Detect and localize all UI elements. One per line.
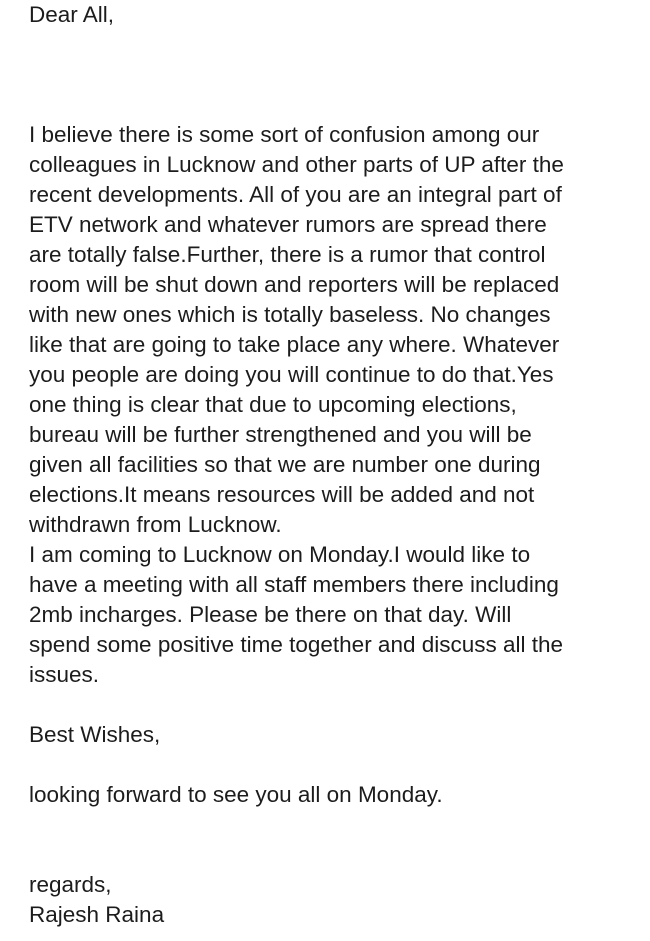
paragraph-line: elections.It means resources will be added and not bbox=[29, 482, 535, 507]
paragraph-meeting bbox=[29, 540, 641, 690]
spacer bbox=[29, 30, 641, 60]
paragraph-line: I believe there is some sort of confusion among our bbox=[29, 122, 540, 147]
paragraph-line: you people are doing you will continue to do that.Yes bbox=[29, 362, 554, 387]
paragraph-line: issues. bbox=[29, 662, 100, 687]
paragraph-line: like that are going to take place any where. Whatever bbox=[29, 332, 560, 357]
spacer bbox=[29, 90, 641, 120]
paragraph-line: 2mb incharges. Please be there on that day. Will bbox=[29, 602, 512, 627]
signoff: regards, bbox=[29, 872, 112, 897]
spacer bbox=[29, 840, 641, 870]
paragraph-line: have a meeting with all staff members there including bbox=[29, 572, 559, 597]
signature: Rajesh Raina bbox=[29, 902, 165, 927]
salutation: Dear All, bbox=[29, 2, 115, 27]
paragraph-line: with new ones which is totally baseless. No changes bbox=[29, 302, 551, 327]
paragraph-line: colleagues in Lucknow and other parts of UP after the bbox=[29, 152, 564, 177]
paragraph-line: recent developments. All of you are an integral part of bbox=[29, 182, 562, 207]
letter-body bbox=[29, 0, 641, 930]
paragraph-line: room will be shut down and reporters will be replaced bbox=[29, 272, 560, 297]
spacer bbox=[29, 690, 641, 720]
paragraph-main bbox=[29, 120, 641, 540]
paragraph-line: withdrawn from Lucknow. bbox=[29, 512, 282, 537]
paragraph-line: ETV network and whatever rumors are spread there bbox=[29, 212, 547, 237]
spacer bbox=[29, 810, 641, 840]
best-wishes: Best Wishes, bbox=[29, 722, 161, 747]
paragraph-line: I am coming to Lucknow on Monday.I would like to bbox=[29, 542, 531, 567]
paragraph-line: spend some positive time together and discuss all the bbox=[29, 632, 564, 657]
paragraph-line: given all facilities so that we are number one during bbox=[29, 452, 541, 477]
paragraph-line: one thing is clear that due to upcoming elections, bbox=[29, 392, 517, 417]
spacer bbox=[29, 750, 641, 780]
paragraph-line: are totally false.Further, there is a rumor that control bbox=[29, 242, 546, 267]
paragraph-line: bureau will be further strengthened and you will be bbox=[29, 422, 532, 447]
closing-line: looking forward to see you all on Monday. bbox=[29, 782, 443, 807]
spacer bbox=[29, 60, 641, 90]
